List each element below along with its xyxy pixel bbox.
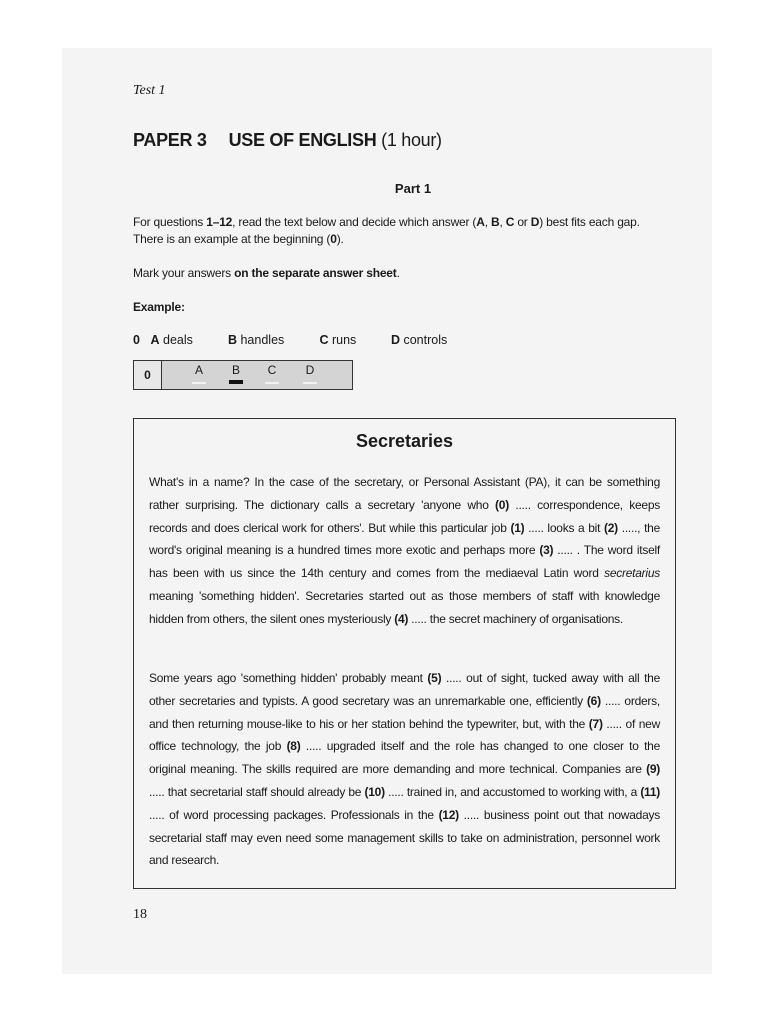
answer-letter-d: D bbox=[305, 363, 315, 377]
gap-number: (3) bbox=[539, 543, 554, 558]
text-paragraph-2: Some years ago 'something hidden' probably meant (5) ..... out of sight, tucked away with all the other secretaries and typists. A good secretary was an unremarkable one, efficiently (6) ..... orders, and then returning mouse-like to his or her station behind the typewriter, but, with the (7) ..... of new office technology, the job (8) ..... upgraded itself and the role has changed to one closer to the original meaning. The skills required are more demanding and more technical. Companies are (9) ..... that secretarial staff should already be (10) ..... trained in, and accustomed to working with, a (11) ..... of word processing packages. Professionals in the (12) ..... business point out that nowadays secretarial staff may even need some management skills to take on administration, personnel work and research. bbox=[149, 671, 661, 868]
gap-number: (11) bbox=[640, 784, 660, 799]
instructions: For questions 1–12, read the text below and decide which answer (A, B, C or D) best fits each gap. There is an example at the beginning (0). bbox=[133, 215, 640, 246]
latin-word: secretarius bbox=[604, 566, 660, 581]
option-b: B handles bbox=[227, 333, 285, 347]
paper-number: PAPER 3 bbox=[133, 130, 207, 150]
paper-name: USE OF ENGLISH bbox=[228, 130, 377, 150]
part-heading: Part 1 bbox=[394, 181, 432, 196]
gap-number: (10) bbox=[364, 784, 385, 799]
option-d: D controls bbox=[390, 333, 448, 347]
test-label: Test 1 bbox=[133, 83, 166, 98]
paper-title bbox=[133, 130, 442, 151]
text-paragraph-1: What's in a name? In the case of the secretary, or Personal Assistant (PA), it can be something rather surprising. The dictionary calls a secretary 'anyone who (0) ..... correspondence, keeps records and does clerical work for others'. But while this particular job (1) ..... looks a bit (2) ....., the word's original meaning is a hundred times more exotic and perhaps more (3) ..... . The word itself has been with us since the 14th century and comes from the mediaeval Latin word secretarius meaning 'something hidden'. Secretaries started out as those members of staff with knowledge hidden from others, the silent ones mysteriously (4) ..... the secret machinery of organisations. bbox=[149, 475, 661, 626]
example-number: 0 bbox=[133, 333, 140, 347]
gap-number: (7) bbox=[588, 716, 603, 731]
reading-text-box bbox=[133, 418, 676, 889]
answer-mark-d bbox=[303, 382, 317, 384]
gap-number: (8) bbox=[286, 739, 301, 754]
answer-letter-a: A bbox=[194, 363, 203, 377]
paper-duration: (1 hour) bbox=[381, 130, 442, 150]
gap-number: (9) bbox=[646, 762, 660, 777]
example-options bbox=[133, 333, 447, 347]
text-title: Secretaries bbox=[355, 431, 454, 451]
gap-number: (4) bbox=[394, 611, 409, 626]
answer-mark-b-selected bbox=[229, 380, 243, 384]
option-c: C runs bbox=[319, 333, 357, 347]
page-number: 18 bbox=[133, 907, 147, 922]
gap-number: (12) bbox=[438, 807, 459, 822]
option-a: A deals bbox=[150, 333, 193, 347]
gap-number: (1) bbox=[510, 520, 525, 535]
gap-number: (6) bbox=[586, 693, 601, 708]
answer-letter-b: B bbox=[231, 363, 240, 377]
answer-mark-c bbox=[265, 382, 279, 384]
gap-number: (5) bbox=[427, 671, 442, 685]
mark-answers-instruction: Mark your answers on the separate answer sheet. bbox=[133, 266, 400, 280]
answer-sheet-number: 0 bbox=[134, 361, 162, 389]
answer-letter-c: C bbox=[267, 363, 277, 377]
example-answer-sheet bbox=[133, 360, 353, 390]
answer-mark-a bbox=[192, 382, 206, 384]
gap-number: (0) bbox=[495, 497, 509, 512]
example-label: Example: bbox=[133, 300, 185, 314]
gap-number: (2) bbox=[604, 520, 618, 535]
